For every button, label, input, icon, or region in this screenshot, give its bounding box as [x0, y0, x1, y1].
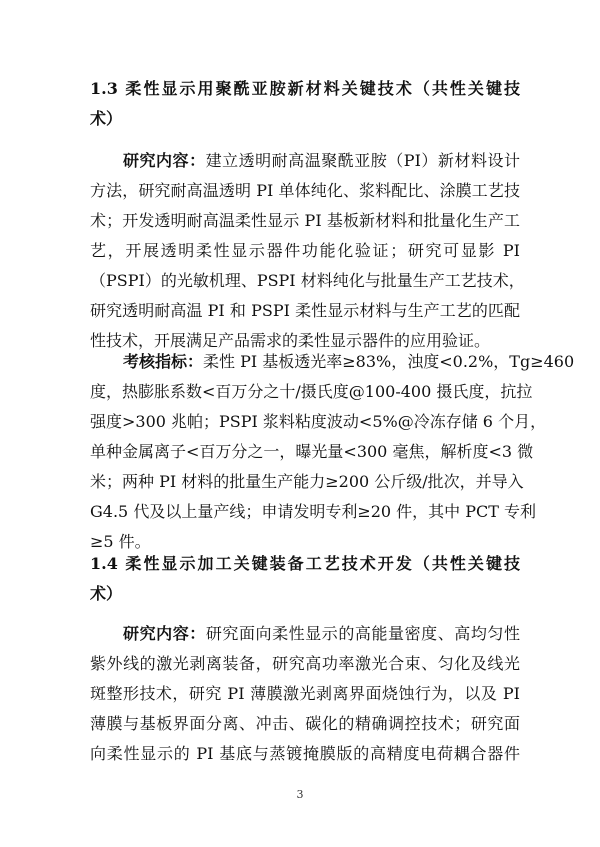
content-label: 研究内容： [123, 624, 206, 643]
metrics-label: 考核指标： [123, 352, 204, 371]
paragraph-line: 强度>300 兆帕；PSPI 浆料粘度波动<5%@冷冻存储 6 个月， [90, 412, 547, 431]
paragraph-line: 研究透明耐高温 PI 和 PSPI 柔性显示材料与生产工艺的匹配 [90, 301, 520, 320]
paragraph-line: （PSPI）的光敏机理、PSPI 材料纯化与批量生产工艺技术， [90, 271, 525, 290]
section-1-4-heading [90, 549, 520, 609]
heading-line: 1.4 柔性显示加工关键装备工艺技术开发（共性关键技 [90, 554, 520, 573]
paragraph-line: 术；开发透明耐高温柔性显示 PI 基板新材料和批量化生产工 [90, 211, 520, 230]
content-label: 研究内容： [123, 151, 206, 170]
section-1-3-content [90, 146, 525, 356]
paragraph-line: ≥5 件。 [90, 532, 151, 551]
paragraph-line: 研究内容：建立透明耐高温聚酰亚胺（PI）新材料设计 [123, 151, 520, 170]
section-1-4-content [90, 619, 520, 769]
paragraph-line: 艺，开展透明柔性显示器件功能化验证；研究可显影 PI [90, 241, 520, 260]
section-1-3-heading [90, 74, 520, 134]
paragraph-line: 向柔性显示的 PI 基底与蒸镀掩膜版的高精度电荷耦合器件 [90, 744, 520, 763]
paragraph-line: 考核指标：柔性 PI 基板透光率≥83%，浊度<0.2%，Tg≥460 [123, 352, 575, 371]
paragraph-line: 米；两种 PI 材料的批量生产能力≥200 公斤级/批次，并导入 [90, 472, 524, 491]
heading-line: 术） [90, 584, 123, 603]
heading-line: 术） [90, 109, 123, 128]
paragraph-line: 性技术，开展满足产品需求的柔性显示器件的应用验证。 [90, 331, 491, 350]
section-1-3-metrics [90, 347, 575, 557]
paragraph-line: 方法，研究耐高温透明 PI 单体纯化、浆料配比、涂膜工艺技 [90, 181, 520, 200]
paragraph-line: 斑整形技术，研究 PI 薄膜激光剥离界面烧蚀行为，以及 PI [90, 684, 520, 703]
paragraph-line: 紫外线的激光剥离装备，研究高功率激光合束、匀化及线光 [90, 654, 520, 673]
paragraph-line: 单种金属离子<百万分之一，曝光量<300 毫焦，解析度<3 微 [90, 442, 534, 461]
heading-line: 1.3 柔性显示用聚酰亚胺新材料关键技术（共性关键技 [90, 79, 520, 98]
paragraph-line: 薄膜与基板界面分离、冲击、碳化的精确调控技术；研究面 [90, 714, 520, 733]
page-number: 3 [296, 788, 304, 801]
paragraph-line: 度，热膨胀系数<百万分之十/摄氏度@100-400 摄氏度，抗拉 [90, 382, 533, 401]
paragraph-line: 研究内容：研究面向柔性显示的高能量密度、高均匀性 [123, 624, 520, 643]
paragraph-line: G4.5 代及以上量产线；申请发明专利≥20 件，其中 PCT 专利 [90, 502, 537, 521]
